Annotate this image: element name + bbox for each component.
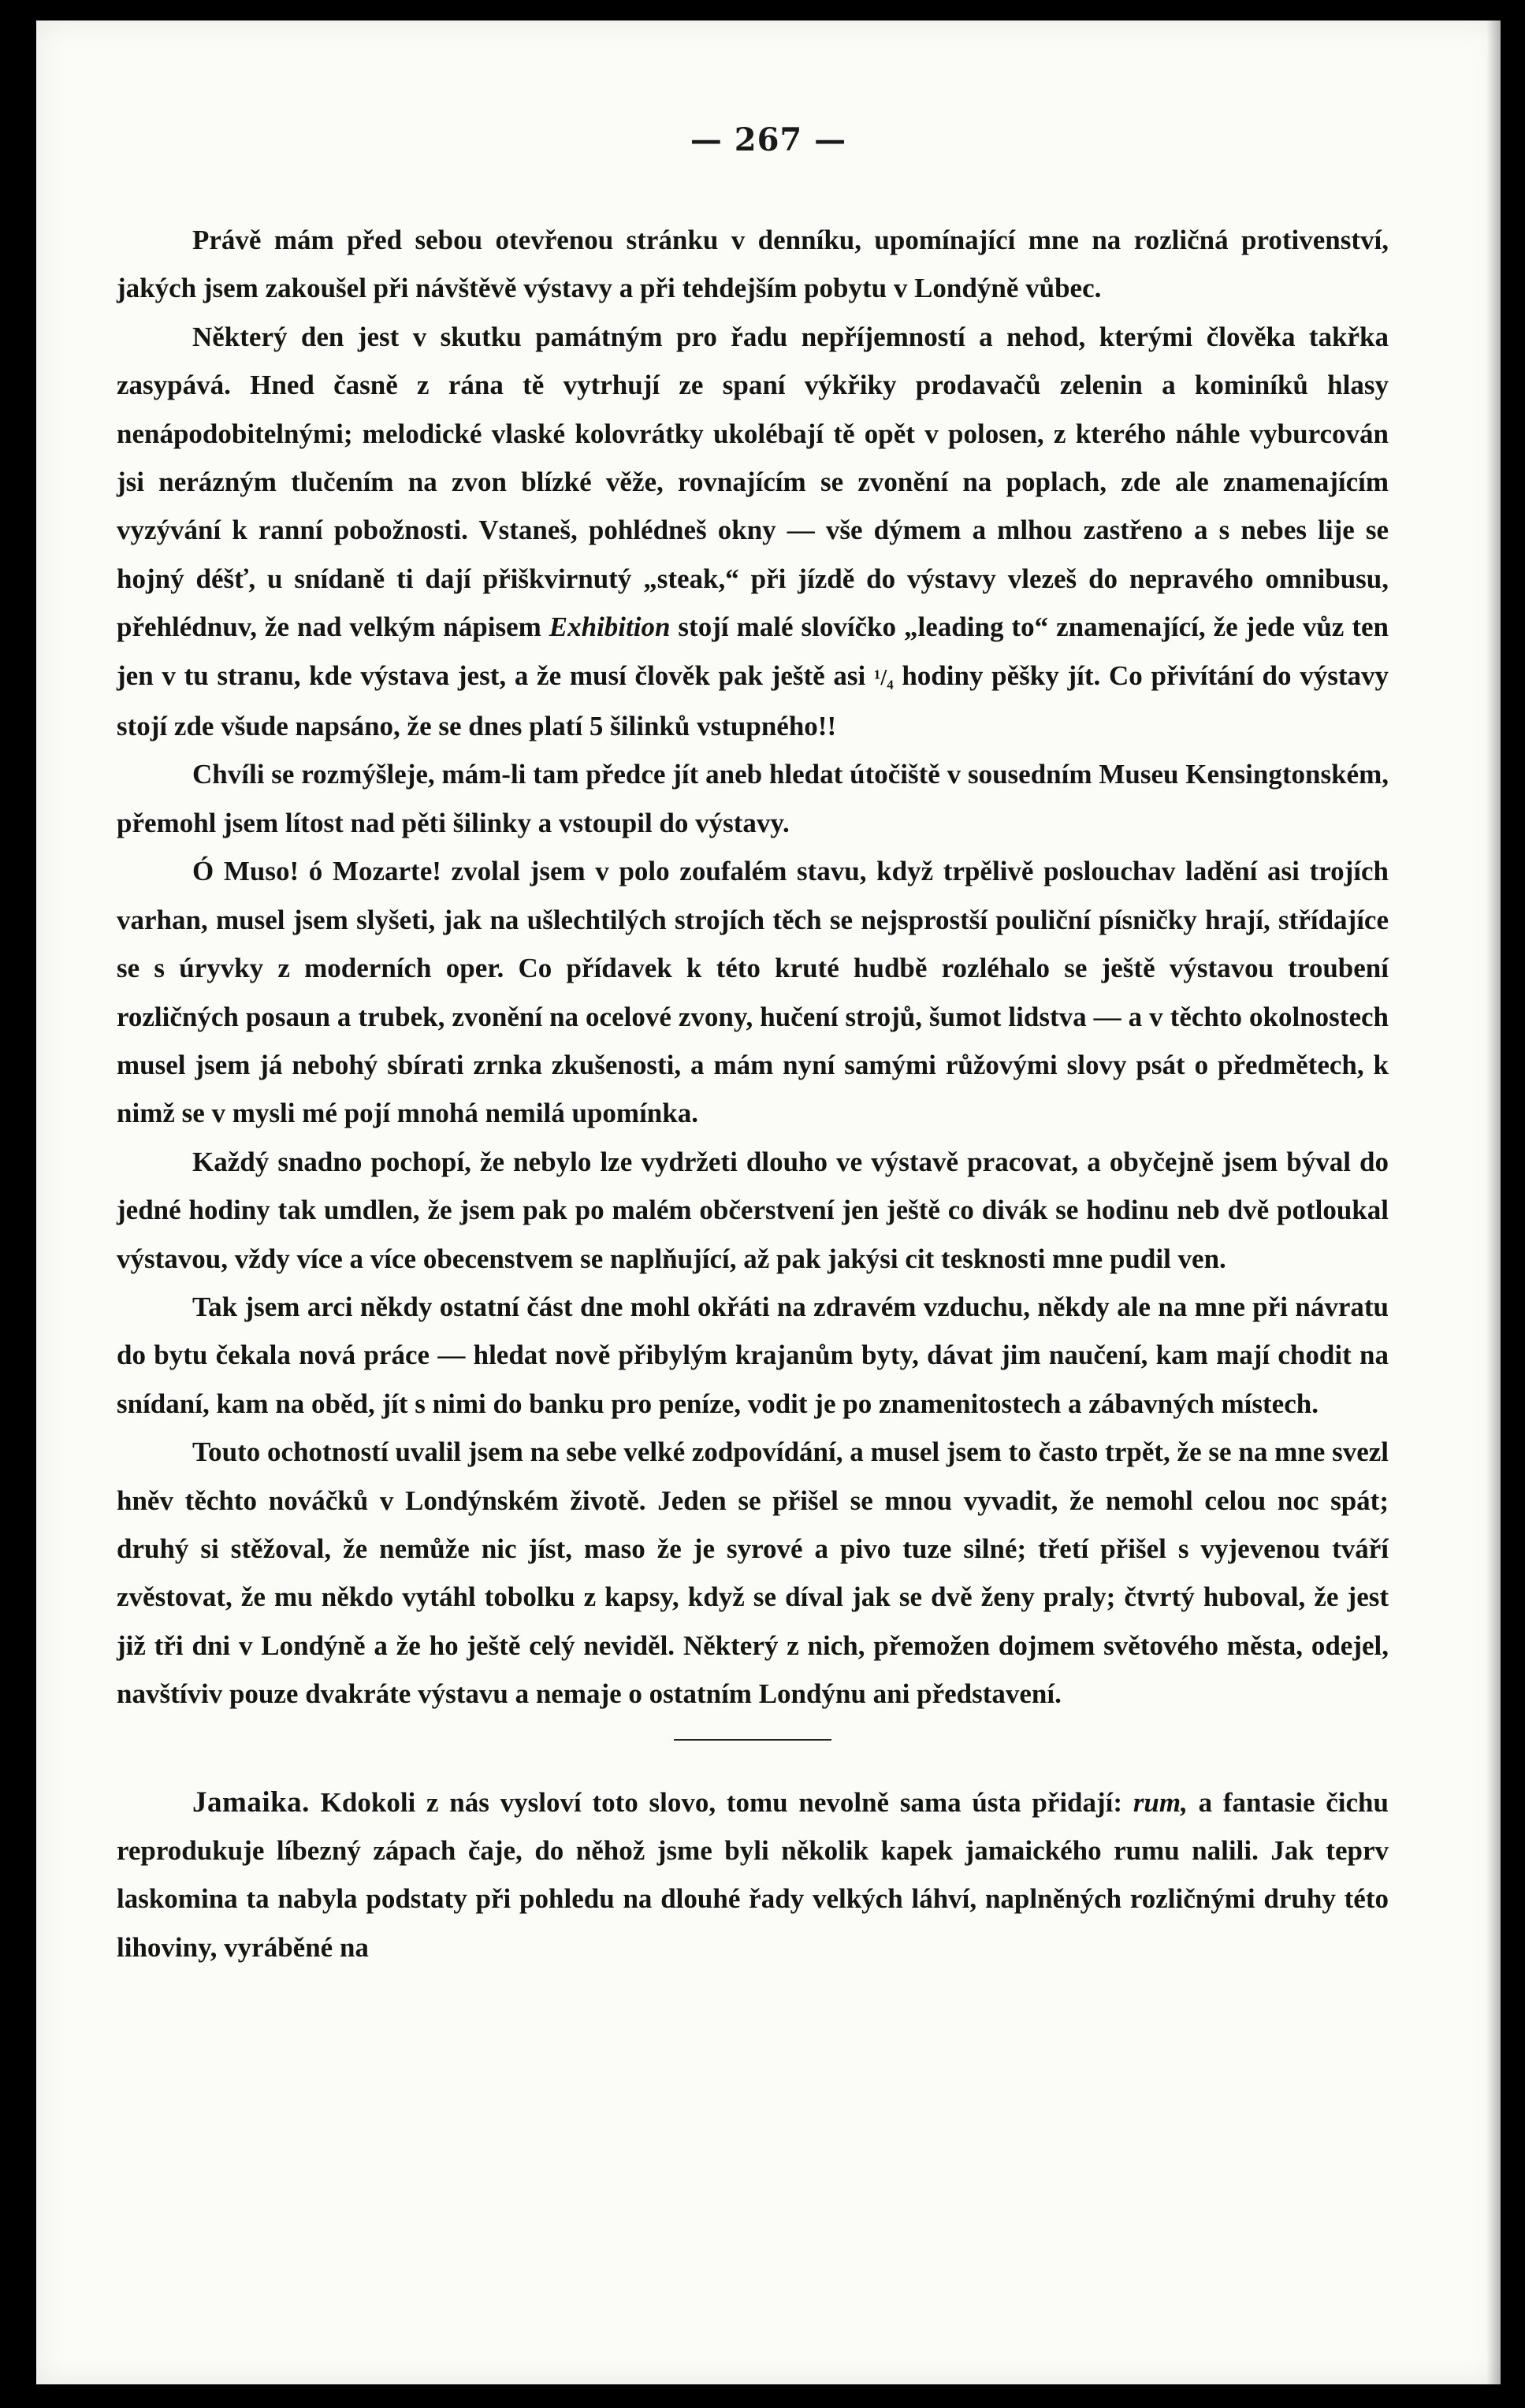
jamaica-heading: Jamaika.	[192, 1786, 310, 1819]
jamaica-paragraph	[117, 1778, 1389, 1972]
page-edge-shadow	[1486, 20, 1501, 2384]
paragraph-2-part-2: stojí malé slovíčko „leading to“ znamenající, že jede vůz ten jen v tu stranu, kde výstava jest, a že musí člověk pak ještě asi	[117, 611, 1389, 691]
paragraph-5: Každý snadno pochopí, že nebylo lze vydržeti dlouho ve výstavě pracovat, a obyčejně jsem býval do jedné hodiny tak umdlen, že jsem pak po malém občerstvení jen ještě co divák se hodinu neb dvě potloukal výstavou, vždy více a více obecenstvem se naplňující, až pak jakýsi cit tesknosti mne pudil ven.	[117, 1146, 1389, 1274]
paragraph-2-part-1: Některý den jest v skutku památným pro řadu nepříjemností a nehod, kterými člověka takřka zasypává. Hned časně z rána tě vytrhují ze spaní výkřiky prodavačů zelenin a kominíků hlasy nenápodobitelnými; melodické vlaské kolovrátky ukolébají tě opět v polosen, z kterého náhle vyburcován jsi nerázným tlučením na zvon blízké věže, rovnajícím se zvonění na poplach, zde ale znamenajícím vyzývání k ranní pobožnosti. Vstaneš, pohlédneš okny — vše dýmem a mlhou zastřeno a s nebes lije se hojný déšť, u snídaně ti dají přiškvirnutý „steak,“ při jízdě do výstavy vlezeš do nepravého omnibusu, přehlédnuv, že nad velkým nápisem	[117, 321, 1389, 643]
page-number: — 267 —	[690, 121, 847, 158]
paragraph-1: Právě mám před sebou otevřenou stránku v denníku, upomínající mne na rozličná protivenství, jakých jsem zakoušel při návštěvě výstavy a při tehdejším pobytu v Londýně vůbec.	[117, 225, 1389, 304]
jamaica-text-2: a fantasie čichu reprodukuje líbezný zápach čaje, do něhož jsme byli několik kapek jamaického rumu nalili. Jak teprv laskomina ta nabyla podstaty při pohledu na dlouhé řady velkých láhví, naplněných rozličnými druhy této lihoviny, vyráběné na	[117, 1786, 1389, 1963]
paragraph-4: Ó Muso! ó Mozarte! zvolal jsem v polo zoufalém stavu, když trpělivě poslouchav ladění asi trojích varhan, musel jsem slyšeti, jak na ušlechtilých strojích těch se nejsprostší pouliční písničky hrají, střídajíce se s úryvky z moderních oper. Co přídavek k této kruté hudbě rozléhalo se ještě výstavou troubení rozličných posaun a trubek, zvonění na ocelové zvony, hučení strojů, šumot lidstva — a v těchto okolnostech musel jsem já nebohý sbírati zrnka zkušenosti, a mám nyní samými růžovými slovy psát o předmětech, k nimž se v mysli mé pojí mnohá nemilá upomínka.	[117, 856, 1389, 1129]
body-text	[117, 216, 1389, 1971]
paragraph-7: Touto ochotností uvalil jsem na sebe velké zodpovídání, a musel jsem to často trpět, že se na mne svezl hněv těchto nováčků v Londýnském životě. Jeden se přišel se mnou vyvadit, že nemohl celou noc spát; druhý si stěžoval, že nemůže nic jíst, maso že je syrové a pivo tuze silné; třetí přišel s vyjevenou tváří zvěstovat, že mu někdo vytáhl tobolku z kapsy, když se díval jak se dvě ženy praly; čtvrtý huboval, že jest již tři dni v Londýně a že ho ještě celý neviděl. Některý z nich, přemožen dojmem světového města, odejel, navštíviv pouze dvakráte výstavu a nemaje o ostatním Londýnu ani představení.	[117, 1436, 1389, 1710]
exhibition-italic: Exhibition	[549, 611, 671, 643]
paragraph-3: Chvíli se rozmýšleje, mám-li tam předce jít aneb hledat útočiště v sousedním Museu Kensingtonském, přemohl jsem lítost nad pěti šilinky a vstoupil do výstavy.	[117, 759, 1389, 838]
paragraph-2	[117, 313, 1389, 751]
jamaica-text-1: Kdokoli z nás vysloví toto slovo, tomu nevolně sama ústa přidají:	[309, 1786, 1133, 1818]
paragraph-6: Tak jsem arci někdy ostatní část dne mohl okřáti na zdravém vzduchu, někdy ale na mne při návratu do bytu čekala nová práce — hledat nově přibylým krajanům byty, dávat jim naučení, kam mají chodit na snídaní, kam na oběd, jít s nimi do banku pro peníze, vodit je po znamenitostech a zábavných místech.	[117, 1291, 1389, 1419]
paragraph-2-part-3: hodiny pěšky jít. Co přivítání do výstavy stojí zde všude napsáno, že se dnes platí 5 šilinků vstupného!!	[117, 660, 1389, 742]
section-divider	[674, 1739, 831, 1741]
rum-italic: rum,	[1133, 1786, 1188, 1818]
quarter-fraction: ¹/₄	[874, 665, 894, 690]
scanned-page	[36, 20, 1501, 2384]
